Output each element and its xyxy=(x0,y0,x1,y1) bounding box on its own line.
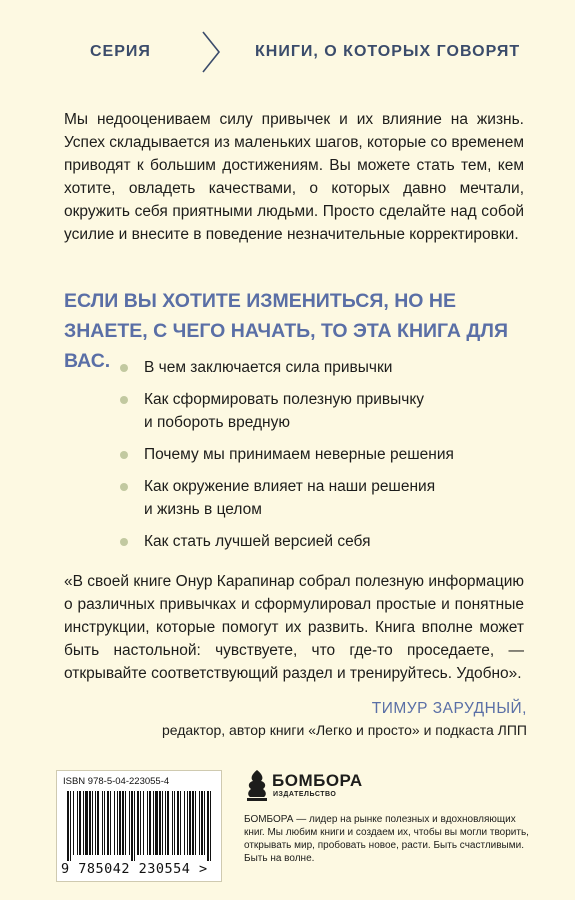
intro-paragraph: Мы недооцениваем силу привычек и их влияние на жизнь. Успех складывается из маленьких шагов, которые со временем приводят к большим достижениям. Вы можете стать тем, кем хотите, овладеть качествами, о которых давно мечтали, окружить себя приятными людьми. Просто сделайте над собой усилие и внесите в поведение незначительные корректировки. xyxy=(64,111,524,243)
list-item-text: В чем заключается сила привычки xyxy=(144,359,393,376)
publisher-name: БОМБОРА xyxy=(272,771,363,790)
isbn-label: ISBN 978-5-04-223055-4 xyxy=(63,776,170,787)
list-item xyxy=(120,388,540,434)
bullet-dot-icon xyxy=(120,364,128,372)
headline: ЕСЛИ ВЫ ХОТИТЕ ИЗМЕНИТЬСЯ, НО НЕ ЗНАЕТЕ, С ЧЕГО НАЧАТЬ, ТО ЭТА КНИГА ДЛЯ ВАС. xyxy=(64,290,508,372)
series-label: СЕРИЯ xyxy=(90,43,151,60)
list-item-text: Как стать лучшей версией себя xyxy=(144,533,371,550)
list-item xyxy=(120,475,540,521)
list-item-text: Как сформировать полезную привычку и побороть вредную xyxy=(144,391,425,431)
list-item xyxy=(120,356,540,379)
barcode-icon xyxy=(67,791,213,861)
bullet-dot-icon xyxy=(120,483,128,491)
list-item-text: Почему мы принимаем неверные решения xyxy=(144,446,454,463)
publisher-blurb: БОМБОРА — лидер на рынке полезных и вдохновляющих книг. Мы любим книги и создаем их, чтобы вы могли творить, открывать мир, пробовать новое, расти. Быть счастливыми. Быть на волне. xyxy=(244,814,529,864)
bullet-dot-icon xyxy=(120,451,128,459)
list-item-text: Как окружение влияет на наши решения и жизнь в целом xyxy=(144,478,436,518)
bombora-logo-icon xyxy=(244,768,270,802)
chevron-right-icon xyxy=(200,30,222,74)
quote-author-role: редактор, автор книги «Легко и просто» и подкаста ЛПП xyxy=(161,722,527,738)
quote-author: ТИМУР ЗАРУДНЫЙ, xyxy=(371,700,527,717)
bullet-dot-icon xyxy=(120,396,128,404)
review-quote: «В своей книге Онур Карапинар собрал полезную информацию о различных привычках и сформулировал простые и понятные инструкции, которые помогут их развить. Книга вполне может быть настольной: чувствуете, что где-то проседаете, — открывайте соответствующий раздел и тренируйтесь. Удобно». xyxy=(64,573,524,682)
series-name: КНИГИ, О КОТОРЫХ ГОВОРЯТ xyxy=(255,43,521,60)
bullet-dot-icon xyxy=(120,538,128,546)
list-item xyxy=(120,443,540,466)
barcode-number: 9 785042 230554 > xyxy=(61,861,208,877)
publisher-subtitle: ИЗДАТЕЛЬСТВО xyxy=(273,791,337,798)
bullet-list xyxy=(120,356,540,562)
list-item xyxy=(120,530,540,553)
isbn-barcode-box xyxy=(56,770,222,882)
